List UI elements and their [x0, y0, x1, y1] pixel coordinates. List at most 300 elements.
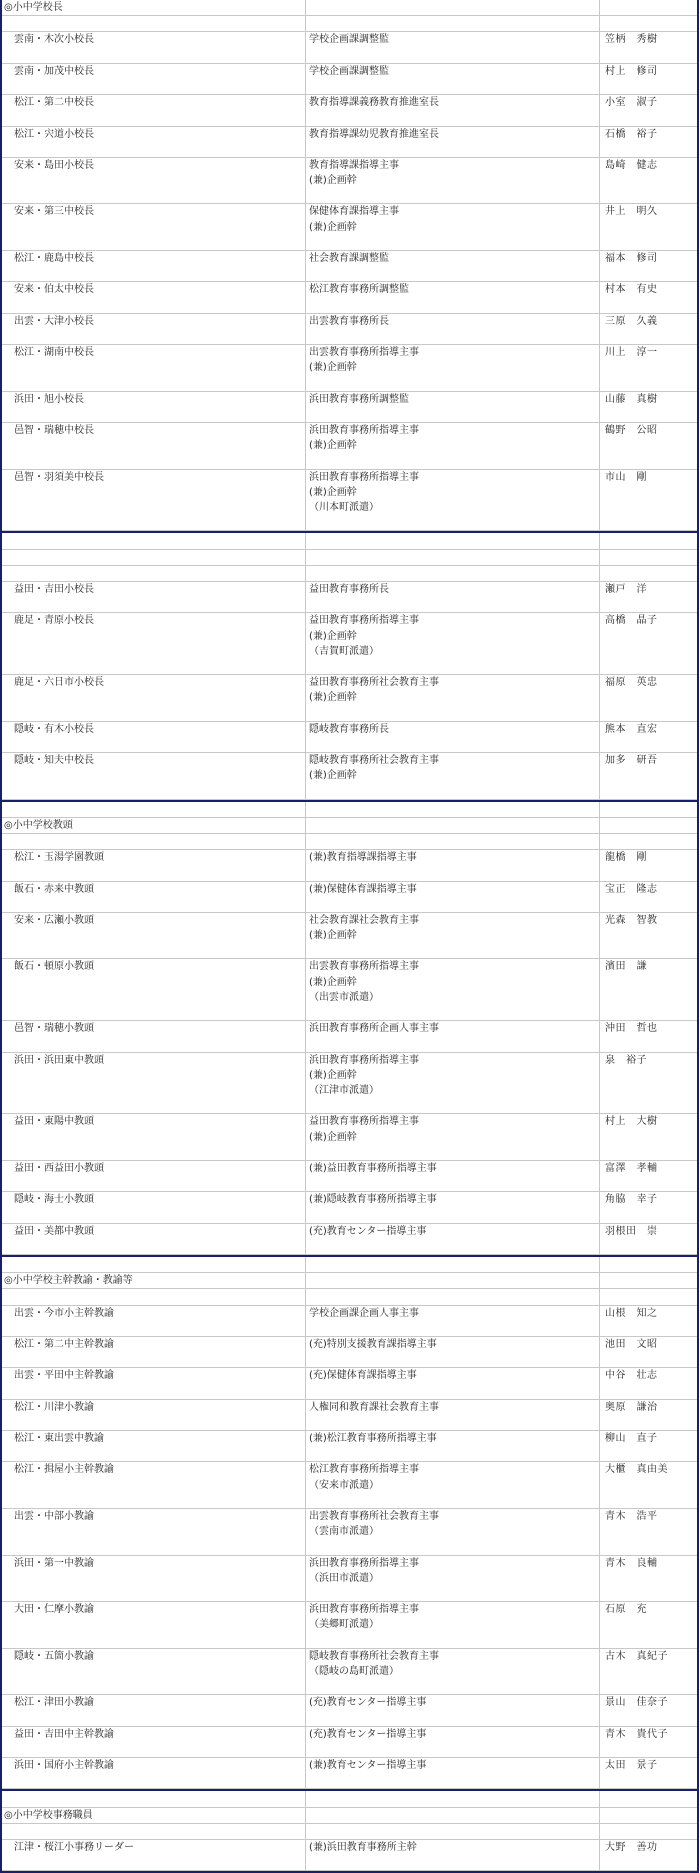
- name-cell: 石原 充: [605, 1604, 647, 1616]
- school-column: [2, 1602, 306, 1648]
- name-cell: 島崎 健志: [605, 159, 658, 171]
- table-row: [2, 158, 697, 205]
- position-line: （雲南市派遣）: [309, 1526, 379, 1538]
- table-row: [2, 1224, 697, 1255]
- table-row: [2, 1368, 697, 1399]
- position-column: [306, 675, 600, 721]
- table-row: [2, 913, 697, 960]
- school-cell: 松江・鹿島中校長: [14, 253, 94, 264]
- table-row: [2, 1337, 697, 1368]
- table-row: [2, 850, 697, 881]
- school-column: [2, 204, 306, 250]
- blank-row: [2, 566, 697, 582]
- table-row: [2, 959, 697, 1021]
- school-column: [2, 470, 306, 531]
- name-cell: 村上 大樹: [605, 1116, 658, 1128]
- position-column: [306, 1021, 600, 1051]
- table-row: [2, 753, 697, 800]
- school-column: [2, 345, 306, 391]
- table-row: [2, 1840, 697, 1871]
- position-line: (兼)保健体育課指導主事: [309, 883, 417, 895]
- table-row: [2, 1649, 697, 1696]
- name-column: [600, 32, 697, 62]
- name-column: [600, 1556, 697, 1602]
- school-column: [2, 32, 306, 62]
- section-header: ◎小中学校事務職員: [2, 1808, 306, 1823]
- position-line: 隠岐教育事務所長: [309, 723, 389, 735]
- name-column: [600, 127, 697, 157]
- name-column: [600, 1337, 697, 1367]
- position-column: [306, 1695, 600, 1725]
- table-row: [2, 127, 697, 158]
- school-cell: 安来・第三中校長: [14, 206, 94, 218]
- name-cell: 奥原 謙治: [605, 1401, 658, 1413]
- school-column: [2, 1053, 306, 1114]
- school-column: [2, 158, 306, 204]
- table-row: [2, 1306, 697, 1337]
- position-line: (兼)企画幹: [309, 175, 357, 187]
- position-line: (兼)企画幹: [309, 440, 357, 452]
- section-header: ◎小中学校長: [2, 0, 306, 15]
- name-cell: 中谷 壮志: [605, 1370, 658, 1382]
- school-cell: 江津・桜江小事務リーダー: [14, 1841, 134, 1853]
- name-cell: 大櫃 真由美: [605, 1464, 668, 1476]
- school-cell: 浜田・浜田東中教頭: [14, 1054, 104, 1066]
- table-row: [2, 204, 697, 251]
- name-cell: 福本 修司: [605, 253, 658, 264]
- school-column: [2, 675, 306, 721]
- section-header-row: [2, 550, 697, 566]
- name-cell: 瀬戸 洋: [605, 583, 647, 595]
- name-cell: 山藤 真樹: [605, 393, 658, 405]
- name-column: [600, 345, 697, 391]
- spacer-row: [2, 802, 697, 818]
- position-column: [306, 314, 600, 344]
- name-column: [600, 753, 697, 799]
- school-column: [2, 392, 306, 422]
- school-column: [2, 913, 306, 959]
- school-cell: 邑智・瑞穂中校長: [14, 425, 94, 437]
- school-cell: 益田・吉田中主幹教諭: [14, 1728, 114, 1740]
- table-row: [2, 1114, 697, 1161]
- position-line: (充)教育センター指導主事: [309, 1697, 427, 1709]
- name-column: [600, 1192, 697, 1222]
- name-cell: 沖田 哲也: [605, 1023, 658, 1035]
- position-line: (兼)隠岐教育事務所指導主事: [309, 1194, 437, 1206]
- position-line: （隠岐の島町派遣）: [309, 1665, 399, 1677]
- school-column: [2, 882, 306, 912]
- name-column: [600, 64, 697, 94]
- position-line: (兼)益田教育事務所指導主事: [309, 1162, 437, 1174]
- name-column: [600, 1462, 697, 1508]
- name-column: [600, 1727, 697, 1757]
- position-line: 益田教育事務所指導主事: [309, 615, 419, 627]
- spacer-row: [2, 1257, 697, 1273]
- position-column: [306, 32, 600, 62]
- position-line: 学校企画課調整監: [309, 65, 389, 77]
- school-column: [2, 1727, 306, 1757]
- name-cell: 山根 知之: [605, 1307, 658, 1319]
- blank-row: [2, 834, 697, 850]
- position-line: 浜田教育事務所指導主事: [309, 1557, 419, 1569]
- position-column: [306, 1840, 600, 1870]
- school-cell: 松江・宍道小校長: [14, 128, 94, 140]
- position-column: [306, 582, 600, 612]
- position-line: 人権同和教育課社会教育主事: [309, 1401, 439, 1413]
- school-cell: 松江・第二中主幹教諭: [14, 1338, 114, 1350]
- school-column: [2, 127, 306, 157]
- position-column: [306, 850, 600, 880]
- school-cell: 飯石・赤来中教頭: [14, 883, 94, 895]
- table-row: [2, 470, 697, 532]
- table-row: [2, 1602, 697, 1649]
- position-column: [306, 613, 600, 674]
- position-column: [306, 1602, 600, 1648]
- section-block: [0, 1257, 699, 1791]
- position-column: [306, 1224, 600, 1254]
- name-cell: 高橋 晶子: [605, 615, 658, 627]
- school-cell: 浜田・旭小校長: [14, 393, 84, 405]
- name-column: [600, 850, 697, 880]
- position-column: [306, 1337, 600, 1367]
- school-cell: 鹿足・青原小校長: [14, 615, 94, 627]
- school-column: [2, 1649, 306, 1695]
- position-line: 益田教育事務所長: [309, 583, 389, 595]
- position-line: 教育指導課指導主事: [309, 159, 399, 171]
- school-column: [2, 1337, 306, 1367]
- position-line: (兼)教育センター指導主事: [309, 1760, 427, 1771]
- position-column: [306, 1462, 600, 1508]
- name-cell: 川上 淳一: [605, 347, 658, 359]
- position-line: 浜田教育事務所指導主事: [309, 1604, 419, 1616]
- name-column: [600, 582, 697, 612]
- school-cell: 隠岐・知夫中校長: [14, 755, 94, 766]
- position-line: 出雲教育事務所社会教育主事: [309, 1511, 439, 1522]
- position-column: [306, 1649, 600, 1695]
- table-row: [2, 251, 697, 282]
- position-column: [306, 345, 600, 391]
- section-block: [0, 802, 699, 1257]
- school-cell: 浜田・国府小主幹教諭: [14, 1760, 114, 1771]
- name-column: [600, 613, 697, 674]
- school-column: [2, 1758, 306, 1788]
- position-column: [306, 392, 600, 422]
- table-row: [2, 1758, 697, 1789]
- table-row: [2, 345, 697, 392]
- name-cell: 加多 研吾: [605, 755, 658, 766]
- name-cell: 市山 剛: [605, 471, 647, 483]
- position-line: 浜田教育事務所指導主事: [309, 425, 419, 437]
- school-cell: 松江・玉湯学園教頭: [14, 852, 104, 864]
- position-line: (兼)企画幹: [309, 930, 357, 942]
- name-cell: 小室 淑子: [605, 97, 658, 109]
- position-line: (充)教育センター指導主事: [309, 1728, 427, 1740]
- name-column: [600, 1161, 697, 1191]
- school-column: [2, 314, 306, 344]
- school-column: [2, 1306, 306, 1336]
- position-line: 教育指導課義務教育推進室長: [309, 97, 439, 109]
- name-column: [600, 1306, 697, 1336]
- name-column: [600, 1368, 697, 1398]
- name-column: [600, 1114, 697, 1160]
- school-cell: 安来・島田小校長: [14, 159, 94, 171]
- table-row: [2, 64, 697, 95]
- name-cell: 泉 裕子: [605, 1054, 647, 1066]
- school-column: [2, 282, 306, 312]
- school-cell: 邑智・羽須美中校長: [14, 471, 104, 483]
- name-cell: 井上 明久: [605, 206, 658, 218]
- name-column: [600, 959, 697, 1020]
- table-row: [2, 314, 697, 345]
- name-cell: 富澤 孝輔: [605, 1162, 658, 1174]
- section-header: ◎小中学校教頭: [2, 818, 306, 833]
- position-column: [306, 1400, 600, 1430]
- position-line: （安来市派遣）: [309, 1479, 379, 1491]
- name-column: [600, 913, 697, 959]
- name-column: [600, 1431, 697, 1461]
- school-column: [2, 1509, 306, 1555]
- position-column: [306, 1114, 600, 1160]
- position-column: [306, 1758, 600, 1788]
- table-row: [2, 882, 697, 913]
- table-row: [2, 1161, 697, 1192]
- school-cell: 大田・仁摩小教諭: [14, 1604, 94, 1616]
- name-column: [600, 1602, 697, 1648]
- name-cell: 角脇 幸子: [605, 1194, 658, 1206]
- school-column: [2, 251, 306, 281]
- position-column: [306, 1509, 600, 1555]
- position-column: [306, 127, 600, 157]
- name-cell: 龍橋 剛: [605, 852, 647, 864]
- blank-row: [2, 16, 697, 32]
- section-header-row: [2, 1808, 697, 1824]
- name-cell: 大野 善功: [605, 1841, 658, 1853]
- name-cell: 景山 佳奈子: [605, 1697, 668, 1709]
- position-line: 出雲教育事務所指導主事: [309, 961, 419, 973]
- position-column: [306, 882, 600, 912]
- position-line: (充)保健体育課指導主事: [309, 1370, 417, 1382]
- school-column: [2, 753, 306, 799]
- blank-row: [2, 1289, 697, 1305]
- table-row: [2, 1727, 697, 1758]
- position-line: (兼)企画幹: [309, 976, 357, 988]
- school-cell: 雲南・木次小校長: [14, 34, 94, 46]
- position-line: 隠岐教育事務所社会教育主事: [309, 755, 439, 766]
- school-cell: 出雲・大津小校長: [14, 315, 94, 327]
- position-line: 社会教育課調整監: [309, 253, 389, 264]
- position-column: [306, 753, 600, 799]
- position-column: [306, 1053, 600, 1114]
- school-column: [2, 1462, 306, 1508]
- position-line: （浜田市派遣）: [309, 1572, 379, 1584]
- school-cell: 益田・東陽中教頭: [14, 1116, 94, 1128]
- school-cell: 松江・東出雲中教諭: [14, 1433, 104, 1445]
- section-header-row: [2, 818, 697, 834]
- position-line: (充)特別支援教育課指導主事: [309, 1338, 437, 1350]
- table-row: [2, 1509, 697, 1556]
- school-column: [2, 423, 306, 469]
- school-cell: 益田・吉田小校長: [14, 583, 94, 595]
- table-row: [2, 613, 697, 675]
- name-cell: 鶴野 公昭: [605, 425, 658, 437]
- table-row: [2, 582, 697, 613]
- name-column: [600, 470, 697, 531]
- position-line: 教育指導課幼児教育推進室長: [309, 128, 439, 140]
- table-row: [2, 1021, 697, 1052]
- position-line: (兼)企画幹: [309, 1069, 357, 1081]
- name-cell: 羽根田 崇: [605, 1225, 658, 1237]
- name-column: [600, 251, 697, 281]
- position-column: [306, 722, 600, 752]
- name-column: [600, 1695, 697, 1725]
- name-cell: 村本 有史: [605, 284, 658, 296]
- section-header-row: [2, 0, 697, 16]
- school-column: [2, 1431, 306, 1461]
- school-column: [2, 1368, 306, 1398]
- position-line: （美郷町派遣）: [309, 1619, 379, 1631]
- name-column: [600, 675, 697, 721]
- position-line: (兼)企画幹: [309, 630, 357, 642]
- name-column: [600, 95, 697, 125]
- name-cell: 石橋 裕子: [605, 128, 658, 140]
- position-line: 出雲教育事務所指導主事: [309, 347, 419, 359]
- name-column: [600, 204, 697, 250]
- name-cell: 柳山 直子: [605, 1433, 658, 1445]
- position-line: 学校企画課企画人事主事: [309, 1307, 419, 1319]
- table-row: [2, 282, 697, 313]
- position-column: [306, 1161, 600, 1191]
- position-line: (兼)松江教育事務所指導主事: [309, 1433, 437, 1445]
- position-line: (兼)教育指導課指導主事: [309, 852, 417, 864]
- table-row: [2, 1431, 697, 1462]
- position-line: (充)教育センター指導主事: [309, 1225, 427, 1237]
- school-cell: 松江・揖屋小主幹教諭: [14, 1464, 114, 1476]
- section-block: [0, 1791, 699, 1873]
- table-row: [2, 1400, 697, 1431]
- position-line: 益田教育事務所指導主事: [309, 1116, 419, 1128]
- school-column: [2, 1840, 306, 1870]
- section-block: [0, 533, 699, 801]
- name-column: [600, 392, 697, 422]
- name-cell: 三原 久義: [605, 315, 658, 327]
- school-column: [2, 850, 306, 880]
- name-cell: 青木 浩平: [605, 1511, 658, 1522]
- section-header-row: [2, 1273, 697, 1289]
- school-column: [2, 1161, 306, 1191]
- position-column: [306, 64, 600, 94]
- position-line: 益田教育事務所社会教育主事: [309, 677, 439, 689]
- school-cell: 出雲・今市小主幹教諭: [14, 1307, 114, 1319]
- name-column: [600, 1224, 697, 1254]
- spacer-row: [2, 1791, 697, 1807]
- name-cell: 池田 文昭: [605, 1338, 658, 1350]
- table-row: [2, 1462, 697, 1509]
- school-column: [2, 1556, 306, 1602]
- name-column: [600, 1840, 697, 1870]
- table-row: [2, 392, 697, 423]
- school-cell: 隠岐・有木小校長: [14, 723, 94, 735]
- school-column: [2, 959, 306, 1020]
- position-column: [306, 204, 600, 250]
- name-column: [600, 314, 697, 344]
- position-line: (兼)企画幹: [309, 486, 357, 498]
- table-row: [2, 675, 697, 722]
- school-cell: 鹿足・六日市小校長: [14, 677, 104, 689]
- position-column: [306, 95, 600, 125]
- school-cell: 益田・西益田小教頭: [14, 1162, 104, 1174]
- school-column: [2, 722, 306, 752]
- position-line: 松江教育事務所調整監: [309, 284, 409, 296]
- school-cell: 邑智・瑞穂小教頭: [14, 1023, 94, 1035]
- position-column: [306, 959, 600, 1020]
- name-column: [600, 1400, 697, 1430]
- table-row: [2, 1053, 697, 1115]
- name-column: [600, 1021, 697, 1051]
- position-line: 社会教育課社会教育主事: [309, 914, 419, 926]
- position-column: [306, 423, 600, 469]
- school-column: [2, 1021, 306, 1051]
- position-line: 学校企画課調整監: [309, 34, 389, 46]
- school-cell: 松江・川津小教諭: [14, 1401, 94, 1413]
- school-column: [2, 1114, 306, 1160]
- position-column: [306, 913, 600, 959]
- school-cell: 隠岐・海士小教頭: [14, 1194, 94, 1206]
- spacer-row: [2, 533, 697, 549]
- position-column: [306, 470, 600, 531]
- school-column: [2, 1400, 306, 1430]
- school-cell: 松江・湖南中校長: [14, 347, 94, 359]
- name-cell: 濱田 謙: [605, 961, 647, 973]
- name-cell: 福原 英忠: [605, 677, 658, 689]
- name-column: [600, 1649, 697, 1695]
- position-line: （出雲市派遣）: [309, 991, 379, 1003]
- position-line: 隠岐教育事務所社会教育主事: [309, 1650, 439, 1662]
- section-header: [2, 550, 306, 565]
- school-cell: 出雲・平田中主幹教諭: [14, 1370, 114, 1382]
- position-line: (兼)企画幹: [309, 221, 357, 233]
- table-row: [2, 722, 697, 753]
- school-cell: 安来・伯太中校長: [14, 284, 94, 296]
- table-row: [2, 423, 697, 470]
- section-header: ◎小中学校主幹教諭・教諭等: [2, 1273, 306, 1288]
- position-column: [306, 1306, 600, 1336]
- section-block: [0, 0, 699, 533]
- school-cell: 飯石・頓原小教頭: [14, 961, 94, 973]
- position-line: 保健体育課指導主事: [309, 206, 399, 218]
- school-cell: 安来・広瀬小教頭: [14, 914, 94, 926]
- school-column: [2, 1224, 306, 1254]
- school-column: [2, 613, 306, 674]
- name-column: [600, 1509, 697, 1555]
- position-line: （吉賀町派遣）: [309, 645, 379, 657]
- school-column: [2, 1695, 306, 1725]
- name-cell: 青木 貴代子: [605, 1728, 668, 1740]
- name-cell: 宝正 隆志: [605, 883, 658, 895]
- name-column: [600, 423, 697, 469]
- name-cell: 光森 智教: [605, 914, 658, 926]
- position-line: （川本町派遣）: [309, 502, 379, 513]
- school-column: [2, 64, 306, 94]
- school-cell: 益田・美都中教頭: [14, 1225, 94, 1237]
- name-cell: 笠柄 秀樹: [605, 34, 658, 46]
- name-column: [600, 722, 697, 752]
- position-column: [306, 1192, 600, 1222]
- name-cell: 古木 真紀子: [605, 1650, 668, 1662]
- name-column: [600, 882, 697, 912]
- name-cell: 青木 良輔: [605, 1557, 658, 1569]
- table-row: [2, 1192, 697, 1223]
- position-line: 浜田教育事務所指導主事: [309, 471, 419, 483]
